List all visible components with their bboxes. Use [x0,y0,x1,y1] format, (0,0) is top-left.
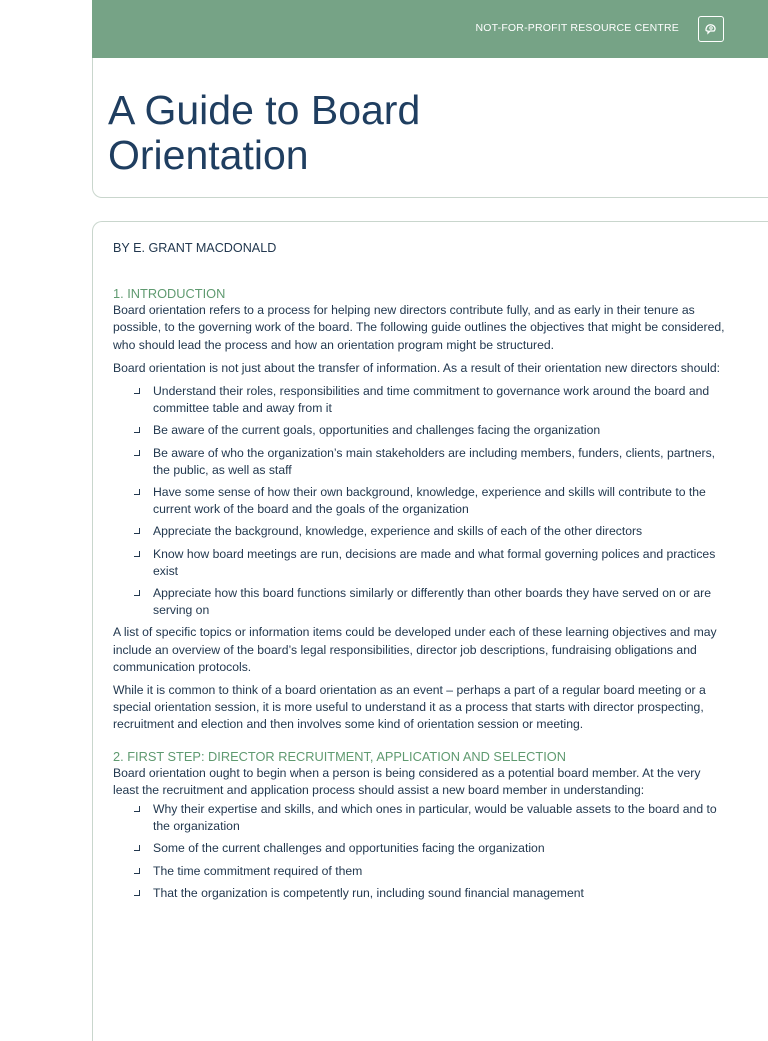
bullet-icon [134,551,140,557]
list-item-text: That the organization is competently run, including sound financial management [153,885,584,900]
bullet-icon [134,590,140,596]
list-item [113,523,728,540]
page-title [108,88,668,178]
bullet-icon [134,890,140,896]
list-item-text: Why their expertise and skills, and which ones in particular, would be valuable assets to the board and to the organization [153,802,717,834]
header-bar [92,0,768,58]
title-line-1: A Guide to Board [108,87,421,133]
list-item [113,484,728,518]
list-item [113,546,728,580]
resource-centre-logo-icon [698,16,724,42]
list-item [113,863,728,880]
list-item [113,885,728,902]
section-heading-introduction: 1. INTRODUCTION [113,286,226,302]
bullet-icon [134,806,140,812]
list-item [113,445,728,479]
list-item [113,383,728,417]
list-item-text: Have some sense of how their own background, knowledge, experience and skills will contribute to the current work of the board and the goals of the organization [153,485,706,517]
list-item-text: Be aware of the current goals, opportunities and challenges facing the organization [153,423,601,438]
recruitment-paragraph-1: Board orientation ought to begin when a person is being considered as a potential board member. At the very least the recruitment and application process should assist a new board member in understanding: [113,765,701,797]
intro-paragraph-2: Board orientation is not just about the transfer of information. As a result of their orientation new directors should: [113,360,720,375]
article-body [113,240,728,907]
bullet-icon [134,388,140,394]
intro-paragraph-1: Board orientation refers to a process for helping new directors contribute fully, and as early in their tenure as possible, to the governing work of the board. The following guide outlines the objectives that might be considered, who should lead the process and how an orientation program might be structured. [113,303,725,352]
byline: BY E. GRANT MACDONALD [113,241,277,255]
list-item-text: Be aware of who the organization’s main stakeholders are including members, funders, clients, partners, the public, as well as staff [153,445,716,477]
list-item-text: Some of the current challenges and opportunities facing the organization [153,841,545,856]
intro-paragraph-3: A list of specific topics or information items could be developed under each of these learning objectives and may include an overview of the board’s legal responsibilities, director job descriptions, fundraising obligations and communication protocols. [113,625,717,674]
bullet-icon [134,845,140,851]
bullet-icon [134,528,140,534]
recruitment-list [113,801,728,902]
bullet-icon [134,489,140,495]
list-item-text: Understand their roles, responsibilities and time commitment to governance work around the board and committee table and away from it [153,384,710,416]
list-item-text: The time commitment required of them [153,863,363,878]
list-item-text: Appreciate the background, knowledge, experience and skills of each of the other directors [153,524,643,539]
section-heading-recruitment: 2. FIRST STEP: DIRECTOR RECRUITMENT, APPLICATION AND SELECTION [113,748,566,764]
list-item [113,840,728,857]
intro-paragraph-4: While it is common to think of a board orientation as an event – perhaps a part of a regular board meeting or a special orientation session, it is more useful to understand it as a process that starts with director prospecting, recruitment and election and then involves some kind of orientation session or meeting. [113,683,706,732]
header-label: NOT-FOR-PROFIT RESOURCE CENTRE [475,22,679,34]
list-item-text: Appreciate how this board functions similarly or differently than other boards they have served on or are serving on [153,586,711,618]
list-item-text: Know how board meetings are run, decisions are made and what formal governing polices and practices exist [153,546,716,578]
title-line-2: Orientation [108,132,309,178]
objectives-list [113,383,728,619]
list-item [113,801,728,835]
bullet-icon [134,450,140,456]
bullet-icon [134,427,140,433]
list-item [113,585,728,619]
bullet-icon [134,868,140,874]
list-item [113,422,728,439]
